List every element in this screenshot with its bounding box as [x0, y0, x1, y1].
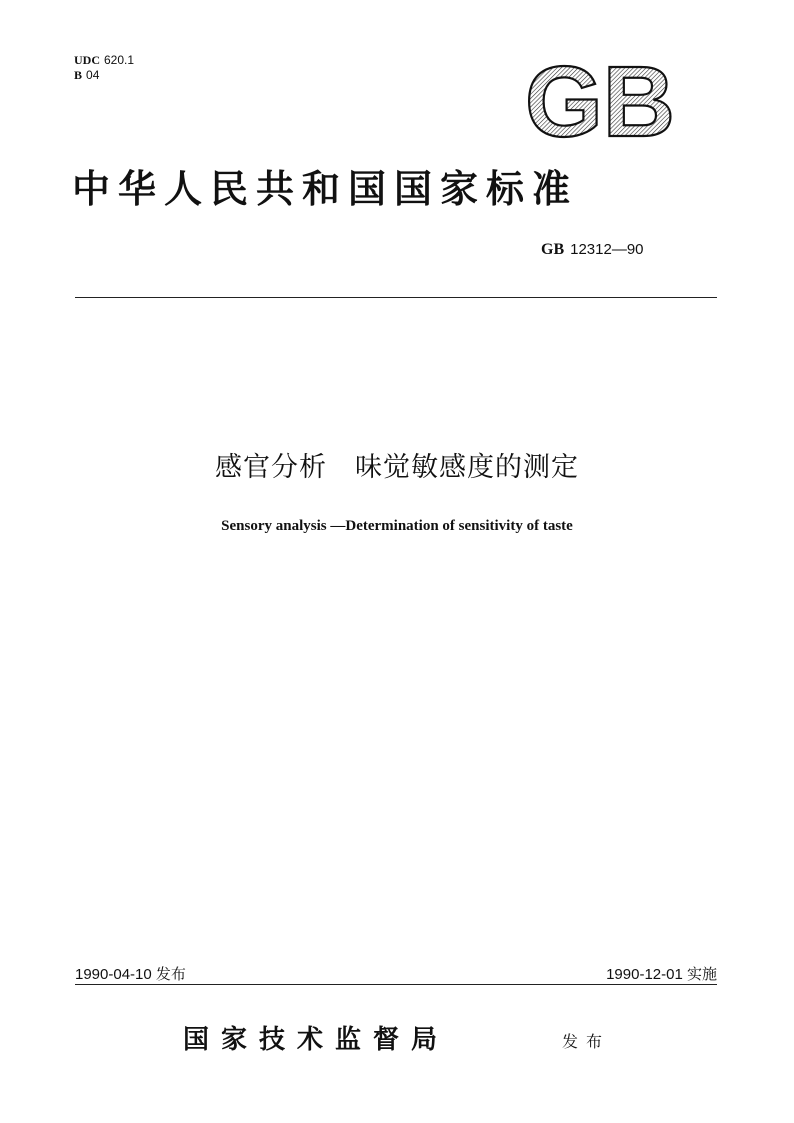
issue-date: 1990-04-10 发布: [75, 966, 186, 983]
national-standard-title: 中华人民共和国国家标准: [72, 166, 579, 211]
standard-code-prefix: GB: [541, 241, 565, 258]
implementation-date: 1990-12-01 实施: [606, 966, 717, 983]
class-code-line: [74, 68, 134, 83]
standard-code: [541, 240, 644, 259]
classification-block: [74, 53, 134, 83]
gb-logo: [522, 60, 678, 142]
udc-line: [74, 53, 134, 68]
udc-label: UDC: [74, 53, 100, 67]
issuing-authority: 国家技术监督局: [183, 1025, 450, 1055]
footer-divider: [75, 984, 717, 985]
gb-logo-text: GB: [525, 60, 675, 142]
class-code-label: B: [74, 68, 83, 82]
document-title-cn: 感官分析 味觉敏感度的测定: [215, 452, 579, 483]
standard-code-number: 12312—90: [570, 241, 644, 258]
udc-value: 620.1: [104, 53, 135, 67]
class-code-value: 04: [86, 68, 100, 82]
issue-word: 发布: [562, 1032, 611, 1051]
header-divider: [75, 297, 717, 298]
document-title-en: Sensory analysis —Determination of sensitivity of taste: [221, 518, 573, 534]
